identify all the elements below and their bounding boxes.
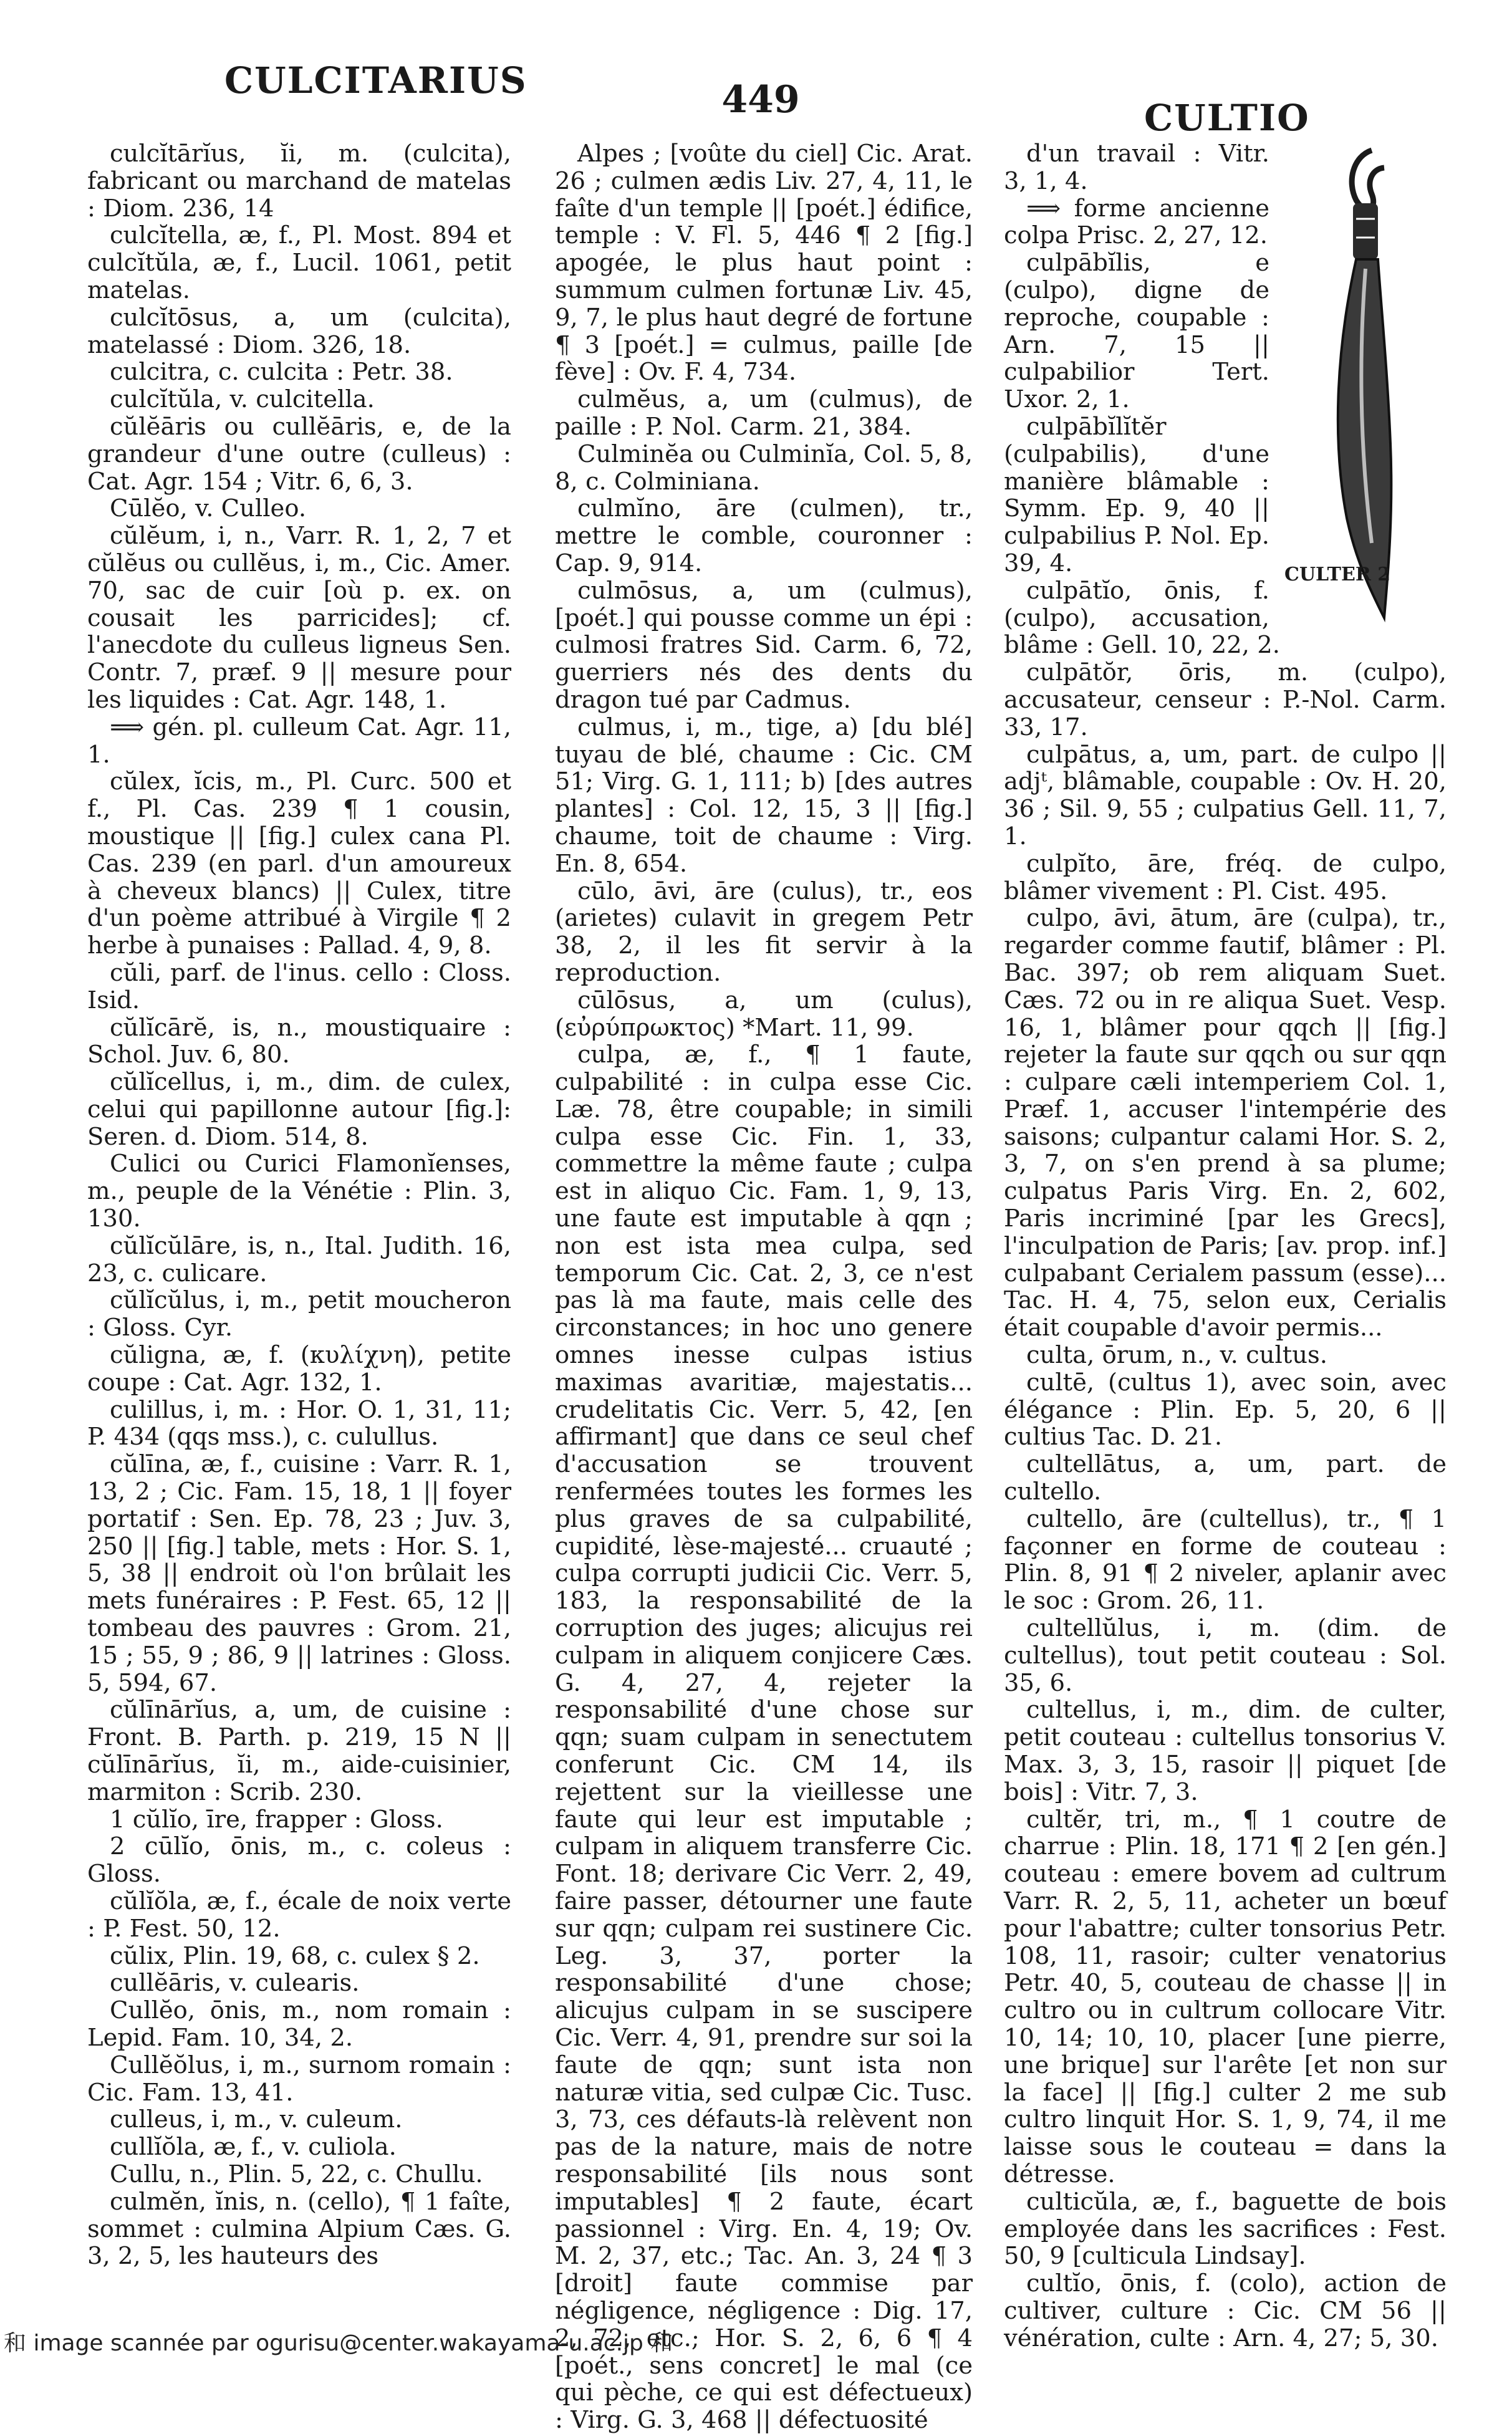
dictionary-entry: culmus, i, m., tige, a) [du blé] tuyau de blé, chaume : Cic. CM 51; Virg. G. 1, 111; b) [des autres plantes] : Col. 12, 15, 3 || [fig.] chaume, toit de chaume : Virg. En. 8, 654. bbox=[555, 713, 973, 878]
dictionary-entry: Cullu, n., Plin. 5, 22, c. Chullu. bbox=[110, 2160, 483, 2188]
dictionary-entry: Culminĕa ou Culminĭa, Col. 5, 8, 8, c. Colminiana. bbox=[555, 440, 973, 496]
dictionary-entry: cultellātus, a, um, part. de cultello. bbox=[1004, 1450, 1447, 1506]
culter-knife-illustration bbox=[1278, 144, 1447, 624]
dictionary-entry: cultĕr, tri, m., ¶ 1 coutre de charrue : Plin. 18, 171 ¶ 2 [en gén.] couteau : emere bovem ad cultrum Varr. R. 2, 5, 11, acheter un bœuf pour l'abattre; culter tonsorius Petr. 108, 11, rasoir; culter venatorius Petr. 40, 5, couteau de chasse || in cultro ou in cultrum collocare Vitr. 10, 14; 10, 10, placer [une pierre, une brique] sur l'arête [et non sur la face] || [fig.] culter 2 me sub cultro linquit Hor. S. 1, 9, 74, il me laisse sous le couteau = dans la détresse. bbox=[1004, 1805, 1447, 2188]
dictionary-entry: cūlōsus, a, um (culus), (εὐρύπρωκτος) *Mart. 11, 99. bbox=[555, 986, 973, 1042]
dictionary-entry: cŭlĭcārĕ, is, n., moustiquaire : Schol. Juv. 6, 80. bbox=[87, 1013, 511, 1069]
dictionary-entry: cūlo, āvi, āre (culus), tr., eos (arietes) culavit in gregem Petr 38, 2, il les fit servir à la reproduction. bbox=[555, 877, 973, 987]
dictionary-entry: culticŭla, æ, f., baguette de bois employée dans les sacrifices : Fest. 50, 9 [culticula Lindsay]. bbox=[1004, 2187, 1447, 2271]
dictionary-entry: cultello, āre (cultellus), tr., ¶ 1 façonner en forme de couteau : Plin. 8, 91 ¶ 2 niveler, aplanir avec le soc : Grom. 26, 11. bbox=[1004, 1504, 1447, 1615]
dictionary-entry: culpo, āvi, ātum, āre (culpa), tr., regarder comme fautif, blâmer : Pl. Bac. 397; ob rem aliquam Suet. Cæs. 72 ou in re aliqua Suet. Vesp. 16, 1, blâmer pour qqch || [fig.] rejeter la faute sur qqch ou sur qqn : culpare cæli intemperiem Col. 1, Præf. 1, accuser l'intempérie des saisons; culpantur calami Hor. S. 2, 3, 7, on s'en prend à sa plume; culpatus Paris Virg. En. 2, 602, Paris incriminé [par les Grecs], l'inculpation de Paris; [av. prop. inf.] culpabant Cerialem passum (esse)... Tac. H. 4, 75, selon eux, Cerialis était coupable d'avoir permis... bbox=[1004, 904, 1447, 1342]
dictionary-entry: culcĭtārĭus, ĭi, m. (culcita), fabricant ou marchand de matelas : Diom. 236, 14 bbox=[87, 140, 511, 223]
dictionary-entry: culmĕus, a, um (culmus), de paille : P. Nol. Carm. 21, 384. bbox=[555, 385, 973, 441]
dictionary-entry: culcĭtŭla, v. culcitella. bbox=[110, 385, 375, 414]
dictionary-entry: Alpes ; [voûte du ciel] Cic. Arat. 26 ; culmen ædis Liv. 27, 4, 11, le faîte d'un temple || [poét.] édifice, temple : V. Fl. 5, 446 ¶ 2 [fig.] apogée, le plus haut point : summum culmen fortunæ Liv. 45, 9, 7, le plus haut degré de fortune ¶ 3 [poét.] = culmus, paille [de fève] : Ov. F. 4, 734. bbox=[555, 140, 973, 387]
dictionary-entry: culcitra, c. culcita : Petr. 38. bbox=[110, 358, 453, 387]
dictionary-entry: culcĭtella, æ, f., Pl. Most. 894 et culcĭtŭla, æ, f., Lucil. 1061, petit matelas. bbox=[87, 221, 511, 304]
dictionary-entry: Culici ou Curici Flamonĭenses, m., peuple de la Vénétie : Plin. 3, 130. bbox=[87, 1150, 511, 1233]
dictionary-entry: culpātĭo, ōnis, f. (culpo), accusation, blâme : Gell. 10, 22, 2. bbox=[1004, 576, 1280, 660]
dictionary-entry: culpĭto, āre, fréq. de culpo, blâmer vivement : Pl. Cist. 495. bbox=[1004, 849, 1447, 905]
dictionary-entry: culillus, i, m. : Hor. O. 1, 31, 11; P. 434 (qqs mss.), c. culullus. bbox=[87, 1395, 511, 1451]
dictionary-entry: Cullĕo, ōnis, m., nom romain : Lepid. Fam. 10, 34, 2. bbox=[87, 1996, 511, 2052]
dictionary-entry: Cullĕŏlus, i, m., surnom romain : Cic. Fam. 13, 41. bbox=[87, 2051, 511, 2107]
column-middle bbox=[555, 140, 973, 2434]
dictionary-entry: d'un travail : Vitr. 3, 1, 4. bbox=[1004, 140, 1269, 195]
dictionary-entry: culpābĭlis, e (culpo), digne de reproche, coupable : Arn. 7, 15 || culpabilior Tert. Uxor. 2, 1. bbox=[1004, 249, 1269, 414]
dictionary-entry: culmĕn, ĭnis, n. (cello), ¶ 1 faîte, sommet : culmina Alpium Cæs. G. 3, 2, 5, les hauteurs des bbox=[87, 2187, 511, 2271]
dictionary-entry: culpātus, a, um, part. de culpo || adjᵗ, blâmable, coupable : Ov. H. 20, 36 ; Sil. 9, 55 ; culpatius Gell. 11, 7, 1. bbox=[1004, 740, 1447, 850]
dictionary-entry: ⟹ forme ancienne colpa Prisc. 2, 27, 12. bbox=[1004, 194, 1269, 250]
dictionary-entry: cŭlĭŏla, æ, f., écale de noix verte : P. Fest. 50, 12. bbox=[87, 1887, 511, 1943]
dictionary-entry: culta, ōrum, n., v. cultus. bbox=[1026, 1341, 1328, 1370]
dictionary-entry: cŭlīna, æ, f., cuisine : Varr. R. 1, 13, 2 ; Cic. Fam. 15, 18, 1 || foyer portatif : Sen. Ep. 78, 23 ; Juv. 3, 250 || [fig.] table, mets : Hor. S. 1, 5, 38 || endroit où l'on brûlait les mets funéraires : P. Fest. 65, 12 || tombeau des pauvres : Grom. 21, 15 ; 55, 9 ; 86, 9 || latrines : Gloss. 5, 594, 67. bbox=[87, 1450, 511, 1697]
dictionary-entry: cŭlĭcellus, i, m., dim. de culex, celui qui papillonne autour [fig.]: Seren. d. Diom. 514, 8. bbox=[87, 1068, 511, 1151]
left-running-head: CULCITARIUS bbox=[224, 59, 527, 102]
dictionary-entry: cŭli, parf. de l'inus. cello : Closs. Isid. bbox=[87, 958, 511, 1014]
page-number: 449 bbox=[721, 78, 800, 122]
page-header bbox=[0, 59, 1512, 139]
dictionary-entry: cullĭŏla, æ, f., v. culiola. bbox=[110, 2133, 397, 2162]
dictionary-entry: ⟹ gén. pl. culleum Cat. Agr. 11, 1. bbox=[87, 713, 511, 769]
dictionary-entry: culpa, æ, f., ¶ 1 faute, culpabilité : in culpa esse Cic. Læ. 78, être coupable; in simili culpa esse Cic. Fin. 1, 33, commettre la même faute ; culpa est in aliquo Cic. Fam. 1, 9, 13, une faute est imputable à qqn ; non est ista mea culpa, sed temporum Cic. Cat. 2, 3, ce n'est pas là ma faute, mais celle des circonstances; in hoc uno genere omnes inesse culpas istius maximas avaritiæ, majestatis... crudelitatis Cic. Verr. 5, 42, [en affirmant] que dans ce seul chef d'accusation se trouvent renfermées toutes les formes les plus graves de sa culpabilité, cupidité, lèse-majesté... cruauté ; culpa corrupti judicii Cic. Verr. 5, 183, la responsabilité de la corruption des juges; alicujus rei culpam in aliquem conjicere Cæs. G. 4, 27, 4, rejeter la responsabilité d'une chose sur qqn; suam culpam in senectutem conferunt Cic. CM 14, ils rejettent sur la vieillesse une faute qui leur est imputable ; culpam in aliquem transferre Cic. Font. 18; derivare Cic Verr. 2, 49, faire passer, détourner une faute sur qqn; culpam rei sustinere Cic. Leg. 3, 37, porter la responsabilité d'une chose; alicujus culpam in se suscipere Cic. Verr. 4, 91, prendre sur soi la faute de qqn; sunt ista non naturæ vitia, sed culpæ Cic. Tusc. 3, 73, ces défauts-là relèvent non pas de la nature, mais de notre responsabilité [ils nous sont imputables] ¶ 2 faute, écart passionnel : Virg. En. 4, 19; Ov. M. 2, 37, etc.; Tac. An. 3, 24 ¶ 3 [droit] faute commise par négligence, négligence : Dig. 17, 2, 72, etc.; Hor. S. 2, 6, 6 ¶ 4 [poét., sens concret] le mal (ce qui pèche, ce qui est défectueux) : Virg. G. 3, 468 || défectuosité bbox=[555, 1041, 973, 2434]
dictionary-entry: culpābĭlĭtĕr (culpabilis), d'une manière blâmable : Symm. Ep. 9, 40 || culpabilius P. Nol. Ep. 39, 4. bbox=[1004, 412, 1269, 577]
dictionary-entry: culpātŏr, ōris, m. (culpo), accusateur, censeur : P.-Nol. Carm. 33, 17. bbox=[1004, 658, 1447, 741]
dictionary-entry: cŭligna, æ, f. (κυλίχνη), petite coupe : Cat. Agr. 132, 1. bbox=[87, 1341, 511, 1397]
dictionary-entry: culmĭno, āre (culmen), tr., mettre le comble, couronner : Cap. 9, 914. bbox=[555, 494, 973, 577]
dictionary-entry: cŭlix, Plin. 19, 68, c. culex § 2. bbox=[110, 1941, 480, 1970]
dictionary-entry: cullĕāris, v. culearis. bbox=[110, 1969, 360, 1998]
figure-caption: CULTER 2 bbox=[1284, 564, 1391, 585]
dictionary-entry: cultĭo, ōnis, f. (colo), action de cultiver, culture : Cic. CM 56 || vénération, culte : Arn. 4, 27; 5, 30. bbox=[1004, 2269, 1447, 2352]
right-running-head: CULTIO bbox=[1144, 97, 1310, 139]
dictionary-entry: cultē, (cultus 1), avec soin, avec élégance : Plin. Ep. 5, 20, 6 || cultius Tac. D. 21. bbox=[1004, 1368, 1447, 1451]
dictionary-entry: cŭlĕāris ou cullĕāris, e, de la grandeur d'une outre (culleus) : Cat. Agr. 154 ; Vitr. 6, 6, 3. bbox=[87, 412, 511, 496]
dictionary-entry: cŭlĭcŭlāre, is, n., Ital. Judith. 16, 23, c. culicare. bbox=[87, 1231, 511, 1287]
dictionary-entry: culcĭtōsus, a, um (culcita), matelassé : Diom. 326, 18. bbox=[87, 303, 511, 359]
dictionary-entry: cultellŭlus, i, m. (dim. de cultellus), tout petit couteau : Sol. 35, 6. bbox=[1004, 1614, 1447, 1697]
dictionary-entry: cŭlĭcŭlus, i, m., petit moucheron : Gloss. Cyr. bbox=[87, 1286, 511, 1342]
column-right bbox=[1004, 140, 1447, 2352]
dictionary-entry: culleus, i, m., v. culeum. bbox=[110, 2105, 403, 2134]
dictionary-entry: cultellus, i, m., dim. de culter, petit couteau : cultellus tonsorius V. Max. 3, 3, 15, rasoir || piquet [de bois] : Vitr. 7, 3. bbox=[1004, 1696, 1447, 1806]
dictionary-entry: Cūlĕo, v. Culleo. bbox=[110, 494, 307, 523]
dictionary-entry: cŭlĕum, i, n., Varr. R. 1, 2, 7 et cŭlĕus ou cullĕus, i, m., Cic. Amer. 70, sac de cuir [où p. ex. on cousait les parricides]; cf. l'anecdote du culleus ligneus Sen. Contr. 7, præf. 9 || mesure pour les liquides : Cat. Agr. 148, 1. bbox=[87, 522, 511, 714]
dictionary-entry: 1 cŭlĭo, īre, frapper : Gloss. bbox=[110, 1805, 443, 1834]
scan-credit: 和 image scannée par ogurisu@center.wakayama-u.ac.jp 和 bbox=[4, 2331, 673, 2356]
dictionary-entry: culmōsus, a, um (culmus), [poét.] qui pousse comme un épi : culmosi fratres Sid. Carm. 6, 72, guerriers nés des dents du dragon tué par Cadmus. bbox=[555, 576, 973, 714]
dictionary-entry: cŭlīnārĭus, a, um, de cuisine : Front. B. Parth. p. 219, 15 N || cŭlīnārĭus, ĭi, m., aide-cuisinier, marmiton : Scrib. 230. bbox=[87, 1696, 511, 1806]
dictionary-entry: cŭlex, ĭcis, m., Pl. Curc. 500 et f., Pl. Cas. 239 ¶ 1 cousin, moustique || [fig.] culex cana Pl. Cas. 239 (en parl. d'un amoureux à cheveux blancs) || Culex, titre d'un poème attribué à Virgile ¶ 2 herbe à punaises : Pallad. 4, 9, 8. bbox=[87, 767, 511, 960]
dictionary-entry: 2 cūlĭo, ōnis, m., c. coleus : Gloss. bbox=[87, 1832, 511, 1888]
column-left bbox=[87, 140, 511, 2271]
